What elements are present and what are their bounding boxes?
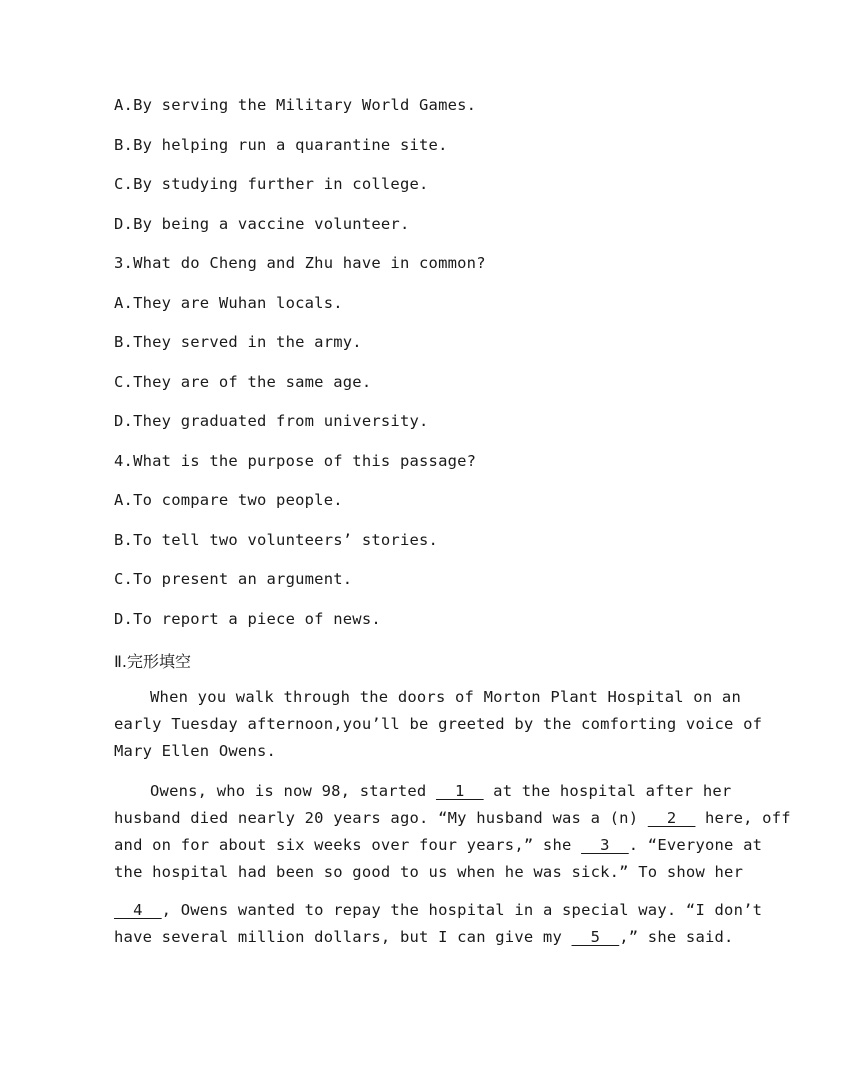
text: here, off bbox=[695, 809, 791, 827]
paragraph-line bbox=[114, 832, 763, 859]
q4-option-c: C.To present an argument. bbox=[114, 570, 353, 588]
paragraph-line bbox=[114, 924, 754, 951]
text: ,” she said. bbox=[619, 928, 734, 946]
q4-question: 4.What is the purpose of this passage? bbox=[114, 452, 477, 470]
q3-option-a: A.They are Wuhan locals. bbox=[114, 294, 343, 312]
section-title-cloze: Ⅱ.完形填空 bbox=[114, 652, 191, 671]
paragraph-line bbox=[114, 805, 791, 832]
text: , Owens wanted to repay the hospital in a special way. “I don’t bbox=[161, 901, 763, 919]
text: husband died nearly 20 years ago. “My husband was a (n) bbox=[114, 809, 648, 827]
paragraph-line: Mary Ellen Owens. bbox=[114, 742, 277, 760]
text: . “Everyone at bbox=[628, 836, 763, 854]
passage-paragraph-1 bbox=[114, 684, 763, 765]
blank-4[interactable]: 4 bbox=[114, 901, 162, 919]
paragraph-line bbox=[114, 897, 763, 924]
passage-paragraph-3 bbox=[114, 897, 763, 951]
q2-option-b: B.By helping run a quarantine site. bbox=[114, 136, 448, 154]
text: at the hospital after her bbox=[483, 782, 732, 800]
q4-option-d: D.To report a piece of news. bbox=[114, 610, 381, 628]
q3-question: 3.What do Cheng and Zhu have in common? bbox=[114, 254, 486, 272]
blank-5[interactable]: 5 bbox=[571, 928, 620, 946]
q2-option-d: D.By being a vaccine volunteer. bbox=[114, 215, 410, 233]
paragraph-line: early Tuesday afternoon,you’ll be greeted by the comforting voice of bbox=[114, 715, 763, 733]
q3-option-b: B.They served in the army. bbox=[114, 333, 362, 351]
paragraph-line: the hospital had been so good to us when he was sick.” To show her bbox=[114, 863, 744, 881]
q3-option-c: C.They are of the same age. bbox=[114, 373, 372, 391]
blank-2[interactable]: 2 bbox=[647, 809, 696, 827]
text: and on for about six weeks over four years,” she bbox=[114, 836, 582, 854]
blank-1[interactable]: 1 bbox=[435, 782, 484, 800]
q3-option-d: D.They graduated from university. bbox=[114, 412, 429, 430]
text: Owens, who is now 98, started bbox=[150, 782, 436, 800]
passage-paragraph-2 bbox=[114, 778, 791, 886]
q2-option-a: A.By serving the Military World Games. bbox=[114, 96, 477, 114]
q2-option-c: C.By studying further in college. bbox=[114, 175, 429, 193]
text: When you walk through the doors of Morton Plant Hospital on an bbox=[150, 688, 741, 706]
q4-option-b: B.To tell two volunteers’ stories. bbox=[114, 531, 439, 549]
paragraph-line bbox=[114, 684, 754, 711]
blank-3[interactable]: 3 bbox=[581, 836, 629, 854]
text: have several million dollars, but I can give my bbox=[114, 928, 572, 946]
q4-option-a: A.To compare two people. bbox=[114, 491, 343, 509]
paragraph-line bbox=[114, 778, 754, 805]
